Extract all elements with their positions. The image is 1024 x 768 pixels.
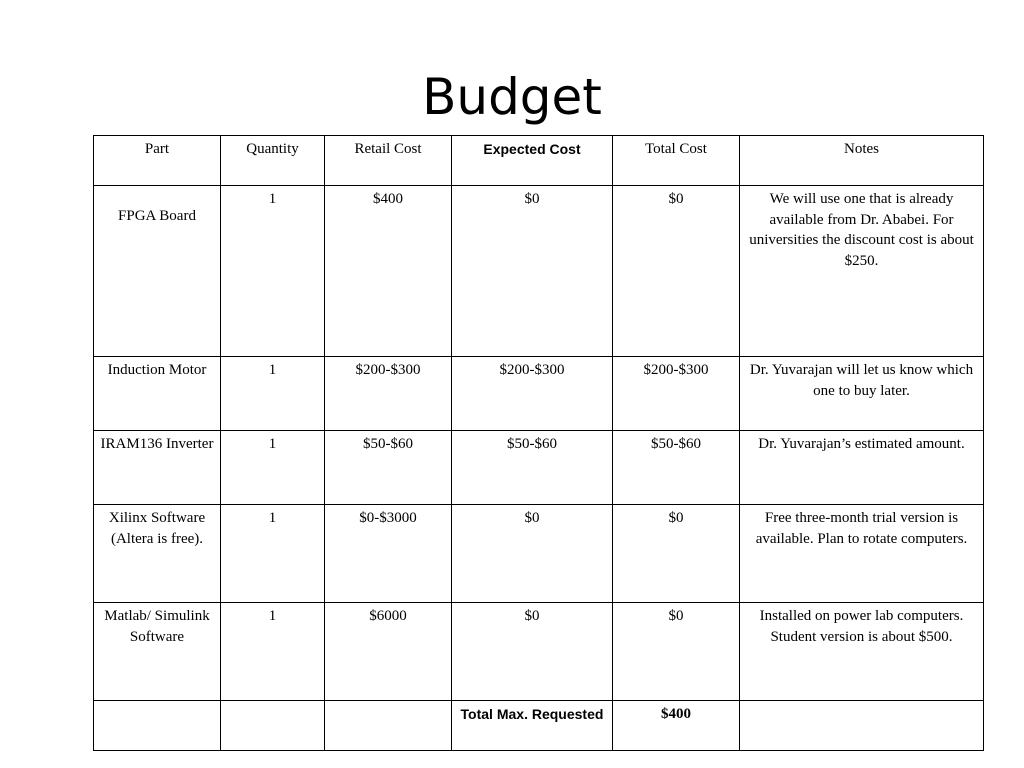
cell-retail-cost: $0-$3000 <box>325 505 452 603</box>
cell-part: Induction Motor <box>94 357 221 431</box>
total-label: Total Max. Requested <box>452 701 613 751</box>
table-row <box>94 603 984 701</box>
cell-quantity: 1 <box>221 603 325 701</box>
table-header-row <box>94 136 984 186</box>
cell-expected-cost: $50-$60 <box>452 431 613 505</box>
cell-part: Matlab/ Simulink Software <box>94 603 221 701</box>
cell-retail-cost: $50-$60 <box>325 431 452 505</box>
cell-expected-cost: $0 <box>452 603 613 701</box>
cell-expected-cost: $200-$300 <box>452 357 613 431</box>
header-total-cost: Total Cost <box>613 136 740 186</box>
cell-part: FPGA Board <box>94 186 221 357</box>
cell-total-cost: $200-$300 <box>613 357 740 431</box>
cell-notes: Installed on power lab computers. Student version is about $500. <box>740 603 984 701</box>
cell-part: IRAM136 Inverter <box>94 431 221 505</box>
cell-retail-cost: $400 <box>325 186 452 357</box>
header-part: Part <box>94 136 221 186</box>
table-row <box>94 505 984 603</box>
cell-total-cost: $50-$60 <box>613 431 740 505</box>
empty-cell <box>325 701 452 751</box>
header-notes: Notes <box>740 136 984 186</box>
cell-notes: Free three-month trial version is available. Plan to rotate computers. <box>740 505 984 603</box>
cell-retail-cost: $200-$300 <box>325 357 452 431</box>
empty-cell <box>221 701 325 751</box>
cell-expected-cost: $0 <box>452 186 613 357</box>
cell-notes: Dr. Yuvarajan will let us know which one to buy later. <box>740 357 984 431</box>
cell-part: Xilinx Software (Altera is free). <box>94 505 221 603</box>
cell-quantity: 1 <box>221 357 325 431</box>
cell-total-cost: $0 <box>613 186 740 357</box>
cell-retail-cost: $6000 <box>325 603 452 701</box>
cell-quantity: 1 <box>221 505 325 603</box>
cell-expected-cost: $0 <box>452 505 613 603</box>
slide-title: Budget <box>422 68 602 126</box>
empty-cell <box>94 701 221 751</box>
cell-quantity: 1 <box>221 431 325 505</box>
budget-table <box>93 135 984 751</box>
header-retail-cost: Retail Cost <box>325 136 452 186</box>
cell-total-cost: $0 <box>613 505 740 603</box>
header-quantity: Quantity <box>221 136 325 186</box>
cell-notes: Dr. Yuvarajan’s estimated amount. <box>740 431 984 505</box>
total-row <box>94 701 984 751</box>
table-row <box>94 357 984 431</box>
cell-quantity: 1 <box>221 186 325 357</box>
total-value: $400 <box>613 701 740 751</box>
empty-cell <box>740 701 984 751</box>
cell-notes: We will use one that is already available from Dr. Ababei. For universities the discount cost is about $250. <box>740 186 984 357</box>
table-row <box>94 431 984 505</box>
cell-total-cost: $0 <box>613 603 740 701</box>
header-expected-cost: Expected Cost <box>452 136 613 186</box>
table-row <box>94 186 984 357</box>
